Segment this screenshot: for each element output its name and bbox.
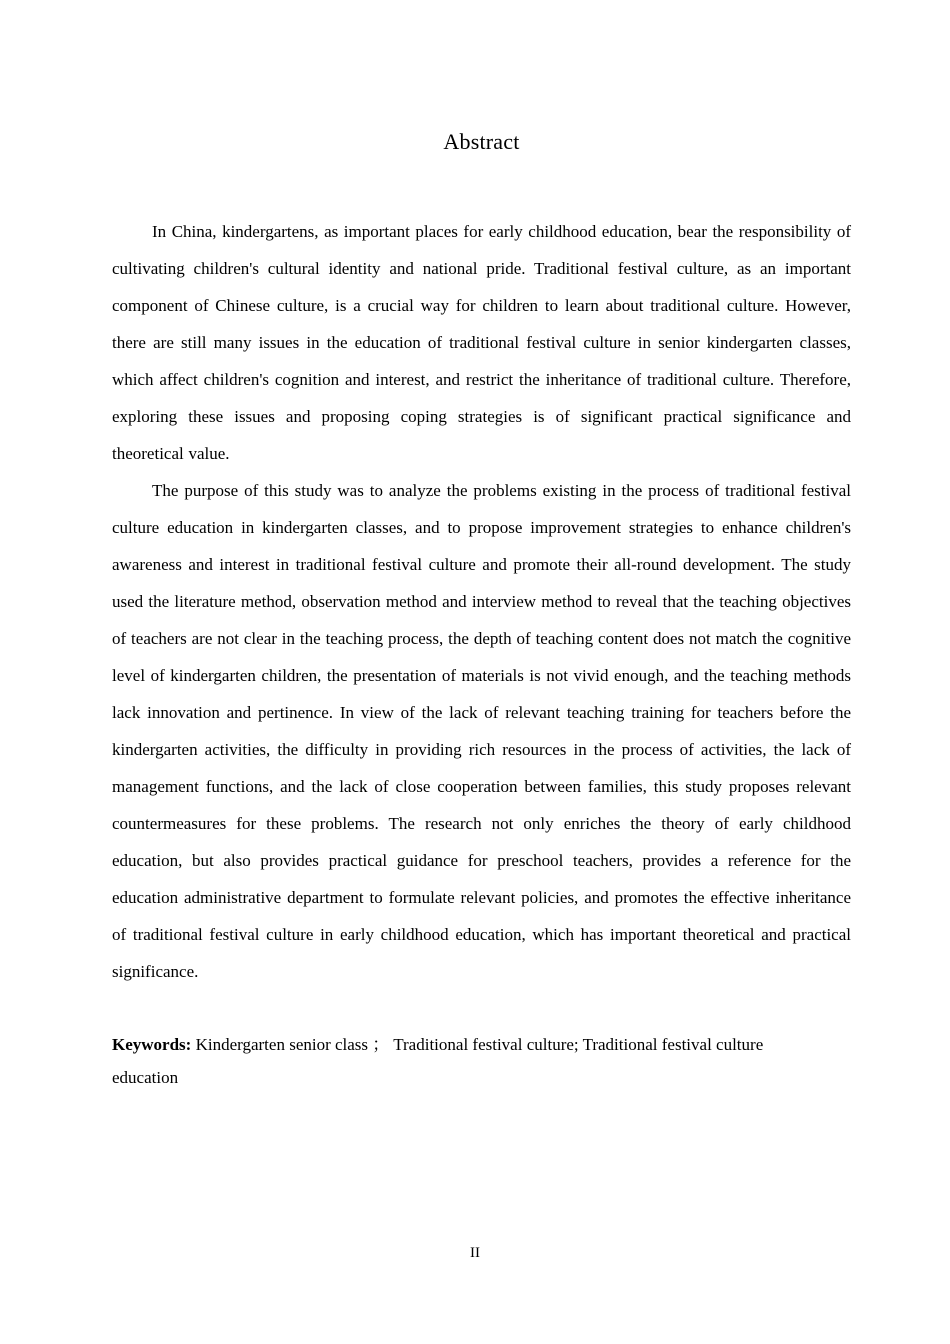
page-content xyxy=(112,0,851,1094)
page-number: II xyxy=(470,1245,480,1261)
abstract-paragraph-2: The purpose of this study was to analyze the problems existing in the process of traditional festival culture education in kindergarten classes, and to propose improvement strategies to enhance children's awareness and interest in traditional festival culture and promote their all-round development. The study used the literature method, observation method and interview method to reveal that the teaching objectives of teachers are not clear in the teaching process, the depth of teaching content does not match the cognitive level of kindergarten children, the presentation of materials is not vivid enough, and the teaching methods lack innovation and pertinence. In view of the lack of relevant teaching training for teachers before the kindergarten activities, the difficulty in providing rich resources in the process of activities, the lack of management functions, and the lack of close cooperation between families, this study proposes relevant countermeasures for these problems. The research not only enriches the theory of early childhood education, but also provides practical guidance for preschool teachers, provides a reference for the education administrative department to formulate relevant policies, and promotes the effective inheritance of traditional festival culture in early childhood education, which has important theoretical and practical significance. xyxy=(112,481,851,981)
abstract-paragraph-1: In China, kindergartens, as important places for early childhood education, bear the responsibility of cultivating children's cultural identity and national pride. Traditional festival culture, as an important component of Chinese culture, is a crucial way for children to learn about traditional culture. However, there are still many issues in the education of traditional festival culture in senior kindergarten classes, which affect children's cognition and interest, and restrict the inheritance of traditional culture. Therefore, exploring these issues and proposing coping strategies is of significant practical significance and theoretical value. xyxy=(112,222,851,463)
page-footer xyxy=(0,1243,950,1263)
keywords-label: Keywords: xyxy=(112,1035,192,1054)
page-title: Abstract xyxy=(443,129,520,154)
keywords-section xyxy=(112,1028,812,1094)
abstract-body xyxy=(112,213,851,990)
keywords-text: Kindergarten senior class ； Traditional festival culture; Traditional festival culture education xyxy=(112,1035,764,1087)
